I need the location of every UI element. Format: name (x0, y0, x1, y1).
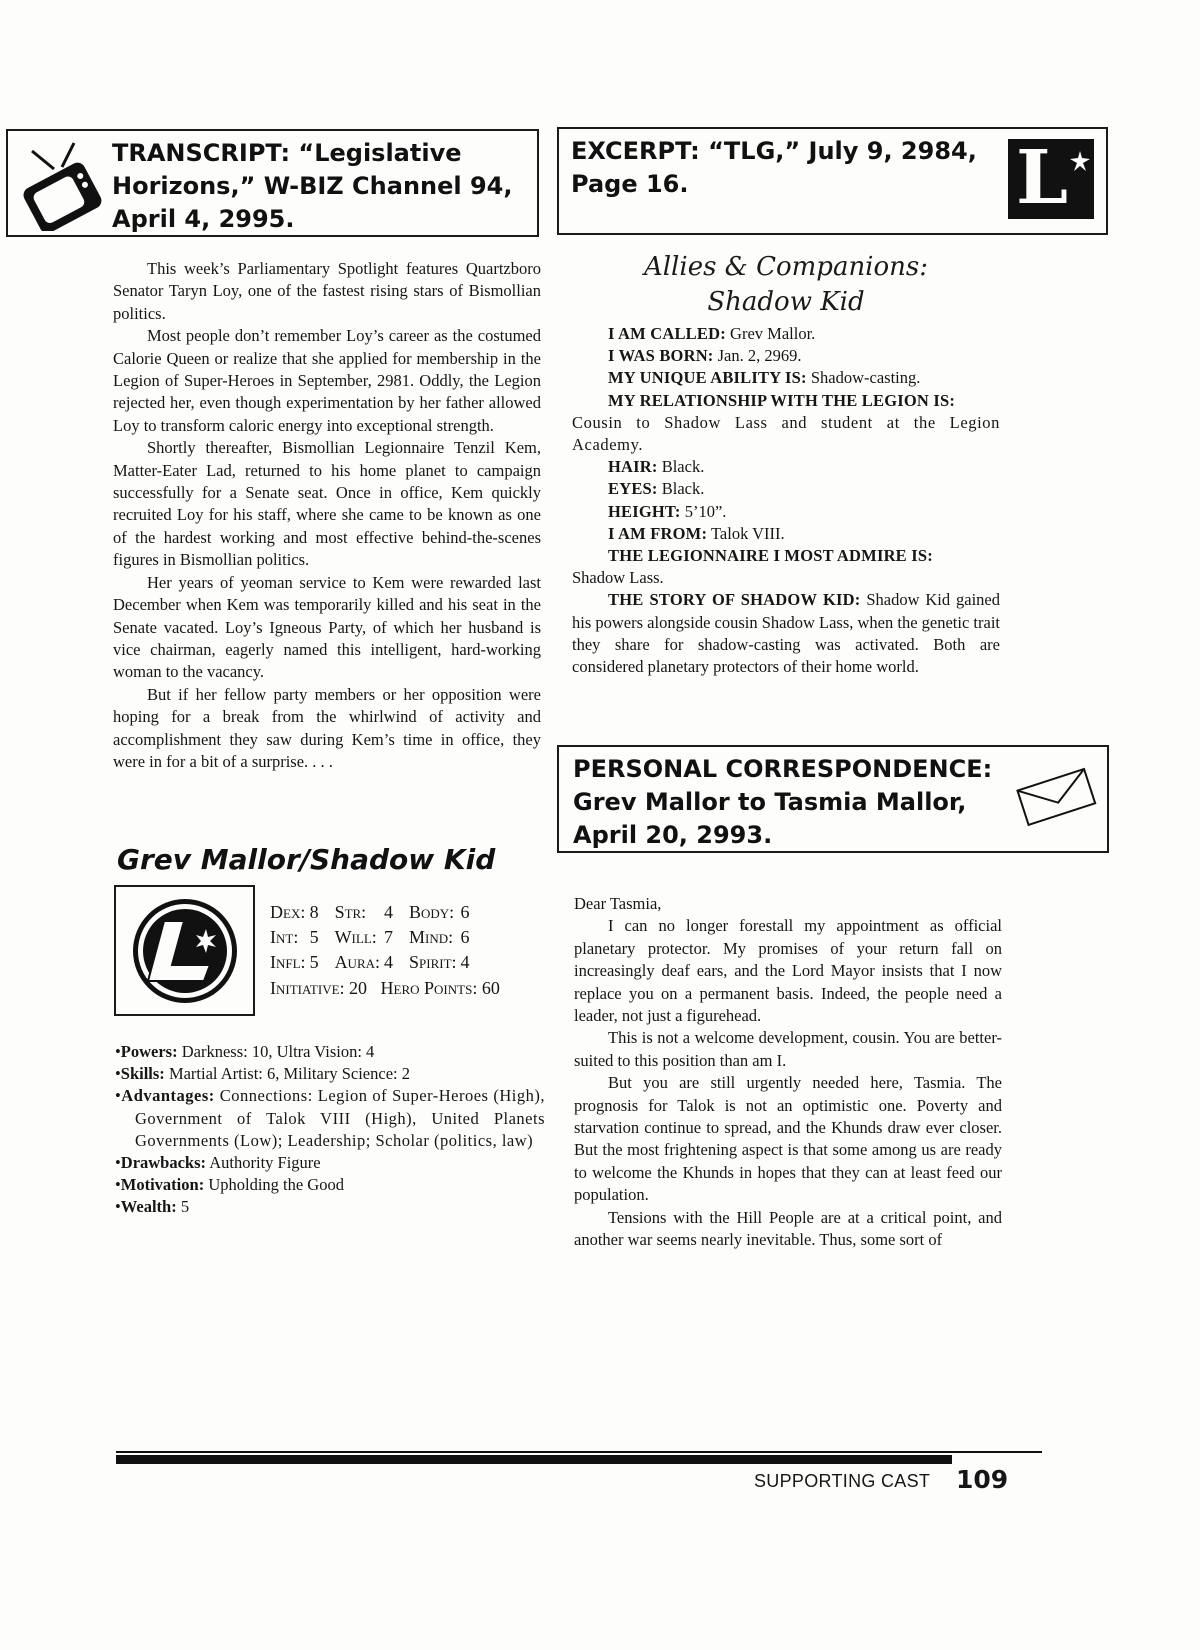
stat-value: 5 (309, 952, 319, 972)
list-item: •Advantages: Connections: Legion of Super-Heroes (High), Government of Talok VIII (High), United Planets Governments (Low); Leadership; Scholar (politics, law) (115, 1086, 546, 1150)
stat-label: Dex: (270, 902, 306, 922)
letter-paragraph: Tensions with the Hill People are at a critical point, and another war seems nearly inevitable. Thus, some sort of (574, 1207, 1002, 1250)
stats-row (268, 900, 470, 925)
allies-title-line2: Shadow Kid (707, 287, 865, 317)
stat-value: 6 (460, 927, 470, 947)
hero-points-label: Hero Points: (380, 978, 478, 998)
profile-relationship-key: MY RELATIONSHIP WITH THE LEGION IS: (608, 390, 956, 410)
profile-field: HAIR: Black. (608, 457, 705, 477)
profile-field: I AM CALLED: Grev Mallor. (608, 324, 816, 343)
footer-rule-thin (116, 1451, 1042, 1453)
stat-value: 4 (460, 952, 470, 972)
stat-value: 4 (384, 952, 394, 972)
list-item: •Powers: Darkness: 10, Ultra Vision: 4 (115, 1042, 375, 1061)
stat-value: 7 (384, 927, 394, 947)
profile-field: I WAS BORN: Jan. 2, 2969. (608, 346, 802, 366)
correspondence-heading-line2: Grev Mallor to Tasmia Mallor, (573, 788, 967, 816)
stat-label: Aura: (334, 952, 381, 972)
profile-field: HEIGHT: 5’10”. (608, 501, 727, 521)
letter-salutation: Dear Tasmia, (574, 894, 662, 913)
stat-label: Spirit: (409, 952, 457, 972)
excerpt-heading-line2: Page 16. (571, 170, 689, 198)
legion-emblem-icon (126, 893, 244, 1009)
stats-table (268, 900, 470, 975)
initiative-label: Initiative: (270, 978, 345, 998)
abilities-list (115, 1041, 545, 1219)
page-number: 109 (956, 1465, 1009, 1494)
initiative-value: 20 (349, 978, 368, 998)
list-item: •Wealth: 5 (115, 1197, 190, 1217)
footer-rule-thick (116, 1455, 952, 1464)
stat-value: 6 (460, 902, 470, 922)
character-name: Grev Mallor/Shadow Kid (117, 843, 496, 876)
stats-row (268, 950, 470, 975)
stat-label: Int: (270, 927, 299, 947)
hero-points-value: 60 (481, 978, 500, 998)
stat-value: 5 (309, 927, 319, 947)
profile-field: I AM FROM: Talok VIII. (608, 523, 785, 543)
stat-label: Str: (334, 902, 367, 922)
transcript-body (113, 258, 541, 773)
stat-label: Mind: (409, 927, 454, 947)
allies-title-line1: Allies & Companions: (643, 252, 929, 282)
footer-section-label: SUPPORTING CAST (754, 1471, 931, 1491)
transcript-paragraph: But if her fellow party members or her opposition were hoping for a break from the whirlwind of activity and accomplishment they saw during Kem’s time in office, they were in for a bit of a surprise. . . . (113, 684, 541, 771)
correspondence-heading-line3: April 20, 2993. (573, 821, 773, 849)
stat-value: 4 (384, 902, 394, 922)
initiative-row (270, 978, 500, 999)
tv-icon (14, 139, 106, 231)
transcript-header-box (6, 129, 539, 237)
profile-story: THE STORY OF SHADOW KID: Shadow Kid gained his powers alongside cousin Shadow Lass, when the genetic trait they share for shadow-casting was activated. Both are considered planetary protectors of their home world. (572, 590, 1000, 677)
transcript-heading-line3: April 4, 2995. (112, 205, 295, 233)
list-item: •Skills: Martial Artist: 6, Military Science: 2 (115, 1064, 410, 1084)
emblem-box (114, 885, 255, 1016)
envelope-icon (1013, 765, 1099, 827)
profile-field: MY UNIQUE ABILITY IS: Shadow-casting. (608, 368, 921, 388)
transcript-paragraph: Most people don’t remember Loy’s career as the costumed Calorie Queen or realize that she applied for membership in the Legion of Super-Heroes in September, 2981. Oddly, the Legion rejected her, even though experimentation by her father allowed Loy to transform caloric energy into exceptional strength. (113, 326, 541, 435)
profile-field: EYES: Black. (608, 479, 705, 499)
excerpt-heading-line1: EXCERPT: “TLG,” July 9, 2984, (571, 137, 977, 165)
stat-label: Will: (334, 927, 377, 947)
transcript-paragraph: This week’s Parliamentary Spotlight features Quartzboro Senator Taryn Loy, one of the fastest rising stars of Bismollian politics. (113, 259, 541, 323)
profile-relationship-value: Cousin to Shadow Lass and student at the Legion Academy. (572, 412, 1000, 455)
correspondence-heading-line1: PERSONAL CORRESPONDENCE: (573, 755, 993, 783)
profile-admire-value: Shadow Lass. (572, 568, 664, 588)
transcript-heading-line2: Horizons,” W-BIZ Channel 94, (112, 172, 513, 200)
letter-body (574, 893, 1002, 1252)
stat-label: Infl: (270, 952, 306, 972)
letter-paragraph: I can no longer forestall my appointment as official planetary protector. My promises of your return fall on increasingly deaf ears, and the Lord Mayor insists that I now replace you on a permanent basis. Indeed, the people need a leader, not just a figurehead. (574, 916, 1002, 1026)
stat-value: 8 (309, 902, 319, 922)
allies-section (572, 250, 1000, 678)
star-icon (1070, 151, 1090, 171)
letter-paragraph: But you are still urgently needed here, Tasmia. The prognosis for Talok is not an optimistic one. Poverty and starvation continue to spread, and the Khunds draw ever closer. But the most frightening aspect is that some among us are ready to welcome the Khunds in hopes that they can at least feed our population. (574, 1073, 1002, 1205)
list-item: •Motivation: Upholding the Good (115, 1175, 344, 1195)
stat-label: Body: (409, 902, 455, 922)
transcript-paragraph: Shortly thereafter, Bismollian Legionnaire Tenzil Kem, Matter-Eater Lad, returned to his home planet to campaign successfully for a Senate seat. Once in office, Kem quickly recruited Loy for his staff, where she came to be known as one of the hardest working and most effective behind-the-scenes figures in Bismollian politics. (113, 438, 541, 570)
excerpt-header-box (557, 127, 1108, 235)
correspondence-header-box (557, 745, 1109, 853)
transcript-heading-line1: TRANSCRIPT: “Legislative (112, 139, 462, 167)
legion-logo-icon (1008, 135, 1094, 221)
legion-logo-letter: L (1016, 135, 1069, 221)
profile-admire-key: THE LEGIONNAIRE I MOST ADMIRE IS: (608, 546, 933, 566)
letter-paragraph: This is not a welcome development, cousin. You are better-suited to this position than am I. (574, 1028, 1002, 1070)
stats-row (268, 925, 470, 950)
list-item: •Drawbacks: Authority Figure (115, 1153, 321, 1173)
transcript-paragraph: Her years of yeoman service to Kem were rewarded last December when Kem was temporarily killed and his seat in the Senate vacated. Loy’s Igneous Party, of which her husband is vice chairman, eagerly named this intelligent, hard-working woman to the vacancy. (113, 572, 541, 682)
